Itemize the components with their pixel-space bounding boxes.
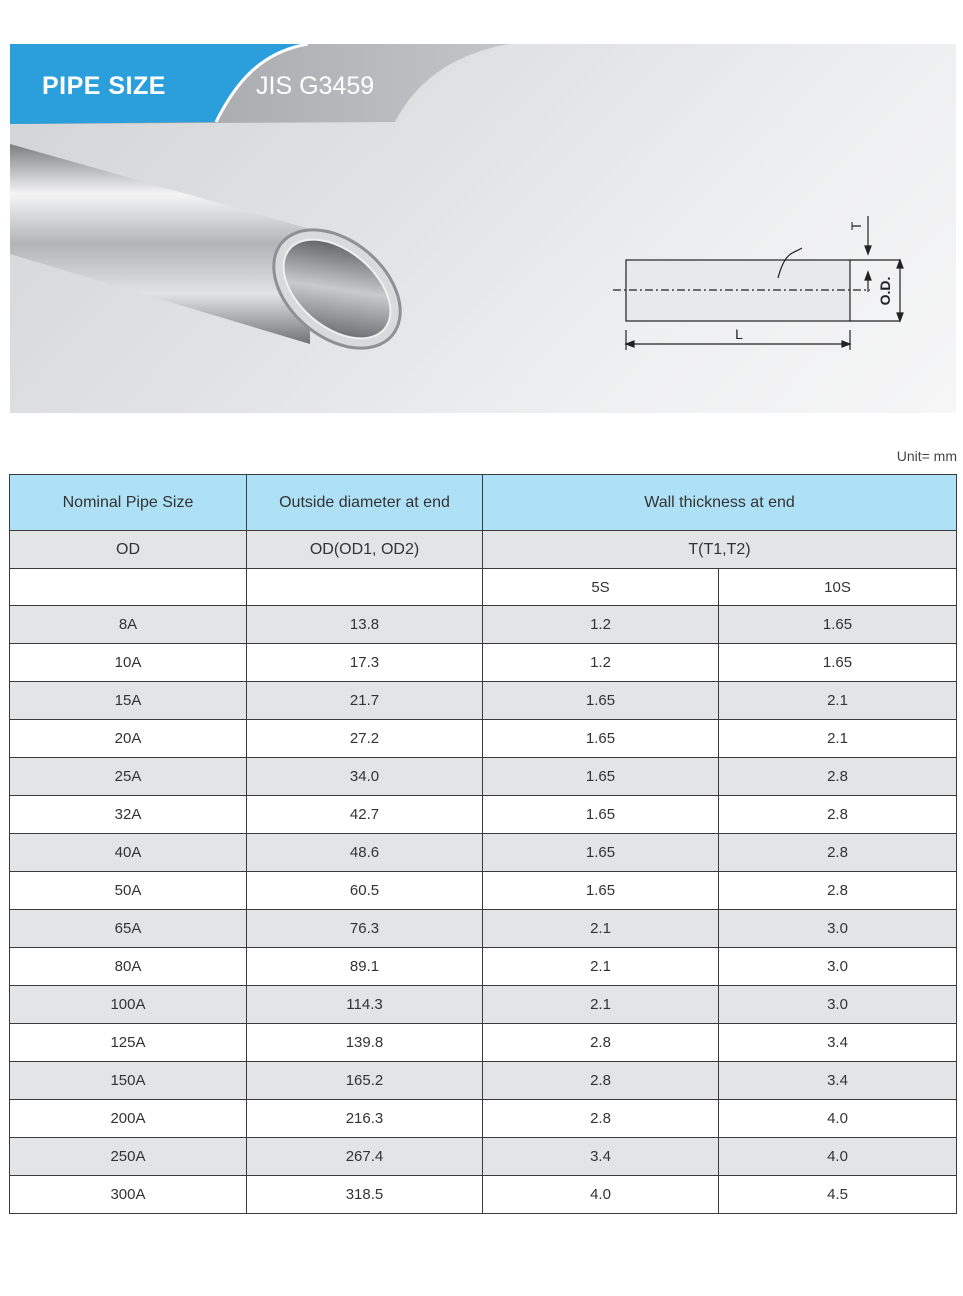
cell-nominal-size: 25A bbox=[10, 758, 247, 796]
table-schedule-row bbox=[10, 569, 957, 606]
cell-outside-diameter: 165.2 bbox=[247, 1062, 483, 1100]
pipe-size-table bbox=[9, 474, 957, 1214]
cell-outside-diameter: 60.5 bbox=[247, 872, 483, 910]
cell-thickness-5s: 1.65 bbox=[483, 682, 719, 720]
cell-nominal-size: 40A bbox=[10, 834, 247, 872]
schedule-5s: 5S bbox=[483, 569, 719, 606]
cell-thickness-5s: 2.1 bbox=[483, 910, 719, 948]
table-body bbox=[10, 606, 957, 1214]
cell-outside-diameter: 267.4 bbox=[247, 1138, 483, 1176]
cell-outside-diameter: 13.8 bbox=[247, 606, 483, 644]
cell-outside-diameter: 17.3 bbox=[247, 644, 483, 682]
cell-nominal-size: 20A bbox=[10, 720, 247, 758]
cell-thickness-10s: 1.65 bbox=[719, 644, 957, 682]
cell-thickness-5s: 2.8 bbox=[483, 1024, 719, 1062]
subheader-od-ends: OD(OD1, OD2) bbox=[247, 531, 483, 569]
cell-nominal-size: 150A bbox=[10, 1062, 247, 1100]
cell-outside-diameter: 21.7 bbox=[247, 682, 483, 720]
cell-outside-diameter: 318.5 bbox=[247, 1176, 483, 1214]
schedule-10s: 10S bbox=[719, 569, 957, 606]
table-row bbox=[10, 834, 957, 872]
cell-thickness-5s: 1.65 bbox=[483, 720, 719, 758]
cell-outside-diameter: 139.8 bbox=[247, 1024, 483, 1062]
cell-thickness-10s: 2.1 bbox=[719, 720, 957, 758]
table-row bbox=[10, 1062, 957, 1100]
pipe-diagram bbox=[613, 216, 903, 350]
cell-thickness-10s: 2.8 bbox=[719, 796, 957, 834]
table-row bbox=[10, 1100, 957, 1138]
cell-thickness-5s: 3.4 bbox=[483, 1138, 719, 1176]
cell-thickness-5s: 1.65 bbox=[483, 872, 719, 910]
cell-outside-diameter: 27.2 bbox=[247, 720, 483, 758]
cell-nominal-size: 200A bbox=[10, 1100, 247, 1138]
cell-thickness-10s: 4.0 bbox=[719, 1100, 957, 1138]
cell-thickness-10s: 3.0 bbox=[719, 986, 957, 1024]
cell-thickness-10s: 3.4 bbox=[719, 1062, 957, 1100]
cell-outside-diameter: 89.1 bbox=[247, 948, 483, 986]
page-title: PIPE SIZE bbox=[42, 72, 166, 100]
cell-thickness-10s: 2.8 bbox=[719, 872, 957, 910]
schedule-empty-cell bbox=[10, 569, 247, 606]
cell-thickness-5s: 2.8 bbox=[483, 1062, 719, 1100]
table-row bbox=[10, 1138, 957, 1176]
cell-thickness-5s: 2.8 bbox=[483, 1100, 719, 1138]
cell-nominal-size: 80A bbox=[10, 948, 247, 986]
cell-thickness-10s: 1.65 bbox=[719, 606, 957, 644]
header-wall-thickness: Wall thickness at end bbox=[483, 475, 957, 531]
cell-thickness-5s: 2.1 bbox=[483, 986, 719, 1024]
table-row bbox=[10, 720, 957, 758]
cell-nominal-size: 15A bbox=[10, 682, 247, 720]
subheader-thickness: T(T1,T2) bbox=[483, 531, 957, 569]
cell-outside-diameter: 48.6 bbox=[247, 834, 483, 872]
cell-outside-diameter: 76.3 bbox=[247, 910, 483, 948]
cell-thickness-10s: 4.0 bbox=[719, 1138, 957, 1176]
cell-outside-diameter: 42.7 bbox=[247, 796, 483, 834]
cell-thickness-5s: 1.65 bbox=[483, 758, 719, 796]
cell-thickness-10s: 2.1 bbox=[719, 682, 957, 720]
diagram-label-l: L bbox=[735, 326, 743, 342]
cell-thickness-5s: 1.65 bbox=[483, 834, 719, 872]
cell-outside-diameter: 216.3 bbox=[247, 1100, 483, 1138]
cell-nominal-size: 8A bbox=[10, 606, 247, 644]
table-row bbox=[10, 606, 957, 644]
cell-thickness-10s: 3.0 bbox=[719, 910, 957, 948]
table-subheader-row bbox=[10, 531, 957, 569]
schedule-empty-cell bbox=[247, 569, 483, 606]
cell-nominal-size: 300A bbox=[10, 1176, 247, 1214]
table-row bbox=[10, 1024, 957, 1062]
cell-thickness-10s: 3.0 bbox=[719, 948, 957, 986]
cell-thickness-5s: 1.65 bbox=[483, 796, 719, 834]
cell-outside-diameter: 114.3 bbox=[247, 986, 483, 1024]
cell-nominal-size: 10A bbox=[10, 644, 247, 682]
table-row bbox=[10, 1176, 957, 1214]
table-row bbox=[10, 758, 957, 796]
cell-nominal-size: 125A bbox=[10, 1024, 247, 1062]
cell-thickness-5s: 4.0 bbox=[483, 1176, 719, 1214]
cell-nominal-size: 100A bbox=[10, 986, 247, 1024]
banner bbox=[10, 44, 956, 413]
table-row bbox=[10, 796, 957, 834]
table-row bbox=[10, 986, 957, 1024]
cell-nominal-size: 50A bbox=[10, 872, 247, 910]
table-header-row bbox=[10, 475, 957, 531]
cell-nominal-size: 250A bbox=[10, 1138, 247, 1176]
table-row bbox=[10, 682, 957, 720]
cell-thickness-5s: 1.2 bbox=[483, 606, 719, 644]
cell-thickness-10s: 2.8 bbox=[719, 834, 957, 872]
diagram-label-t: T bbox=[848, 221, 864, 231]
cell-thickness-10s: 4.5 bbox=[719, 1176, 957, 1214]
table-row bbox=[10, 644, 957, 682]
subheader-od: OD bbox=[10, 531, 247, 569]
diagram-label-od: O.D. bbox=[877, 276, 893, 306]
table-row bbox=[10, 948, 957, 986]
unit-label: Unit= mm bbox=[896, 448, 957, 464]
pipe-photo bbox=[10, 144, 423, 372]
cell-thickness-10s: 3.4 bbox=[719, 1024, 957, 1062]
page-subtitle: JIS G3459 bbox=[256, 72, 375, 100]
cell-outside-diameter: 34.0 bbox=[247, 758, 483, 796]
cell-nominal-size: 65A bbox=[10, 910, 247, 948]
cell-nominal-size: 32A bbox=[10, 796, 247, 834]
header-outside-diameter: Outside diameter at end bbox=[247, 475, 483, 531]
cell-thickness-5s: 1.2 bbox=[483, 644, 719, 682]
cell-thickness-5s: 2.1 bbox=[483, 948, 719, 986]
cell-thickness-10s: 2.8 bbox=[719, 758, 957, 796]
table-row bbox=[10, 872, 957, 910]
header-nominal-pipe-size: Nominal Pipe Size bbox=[10, 475, 247, 531]
table-row bbox=[10, 910, 957, 948]
